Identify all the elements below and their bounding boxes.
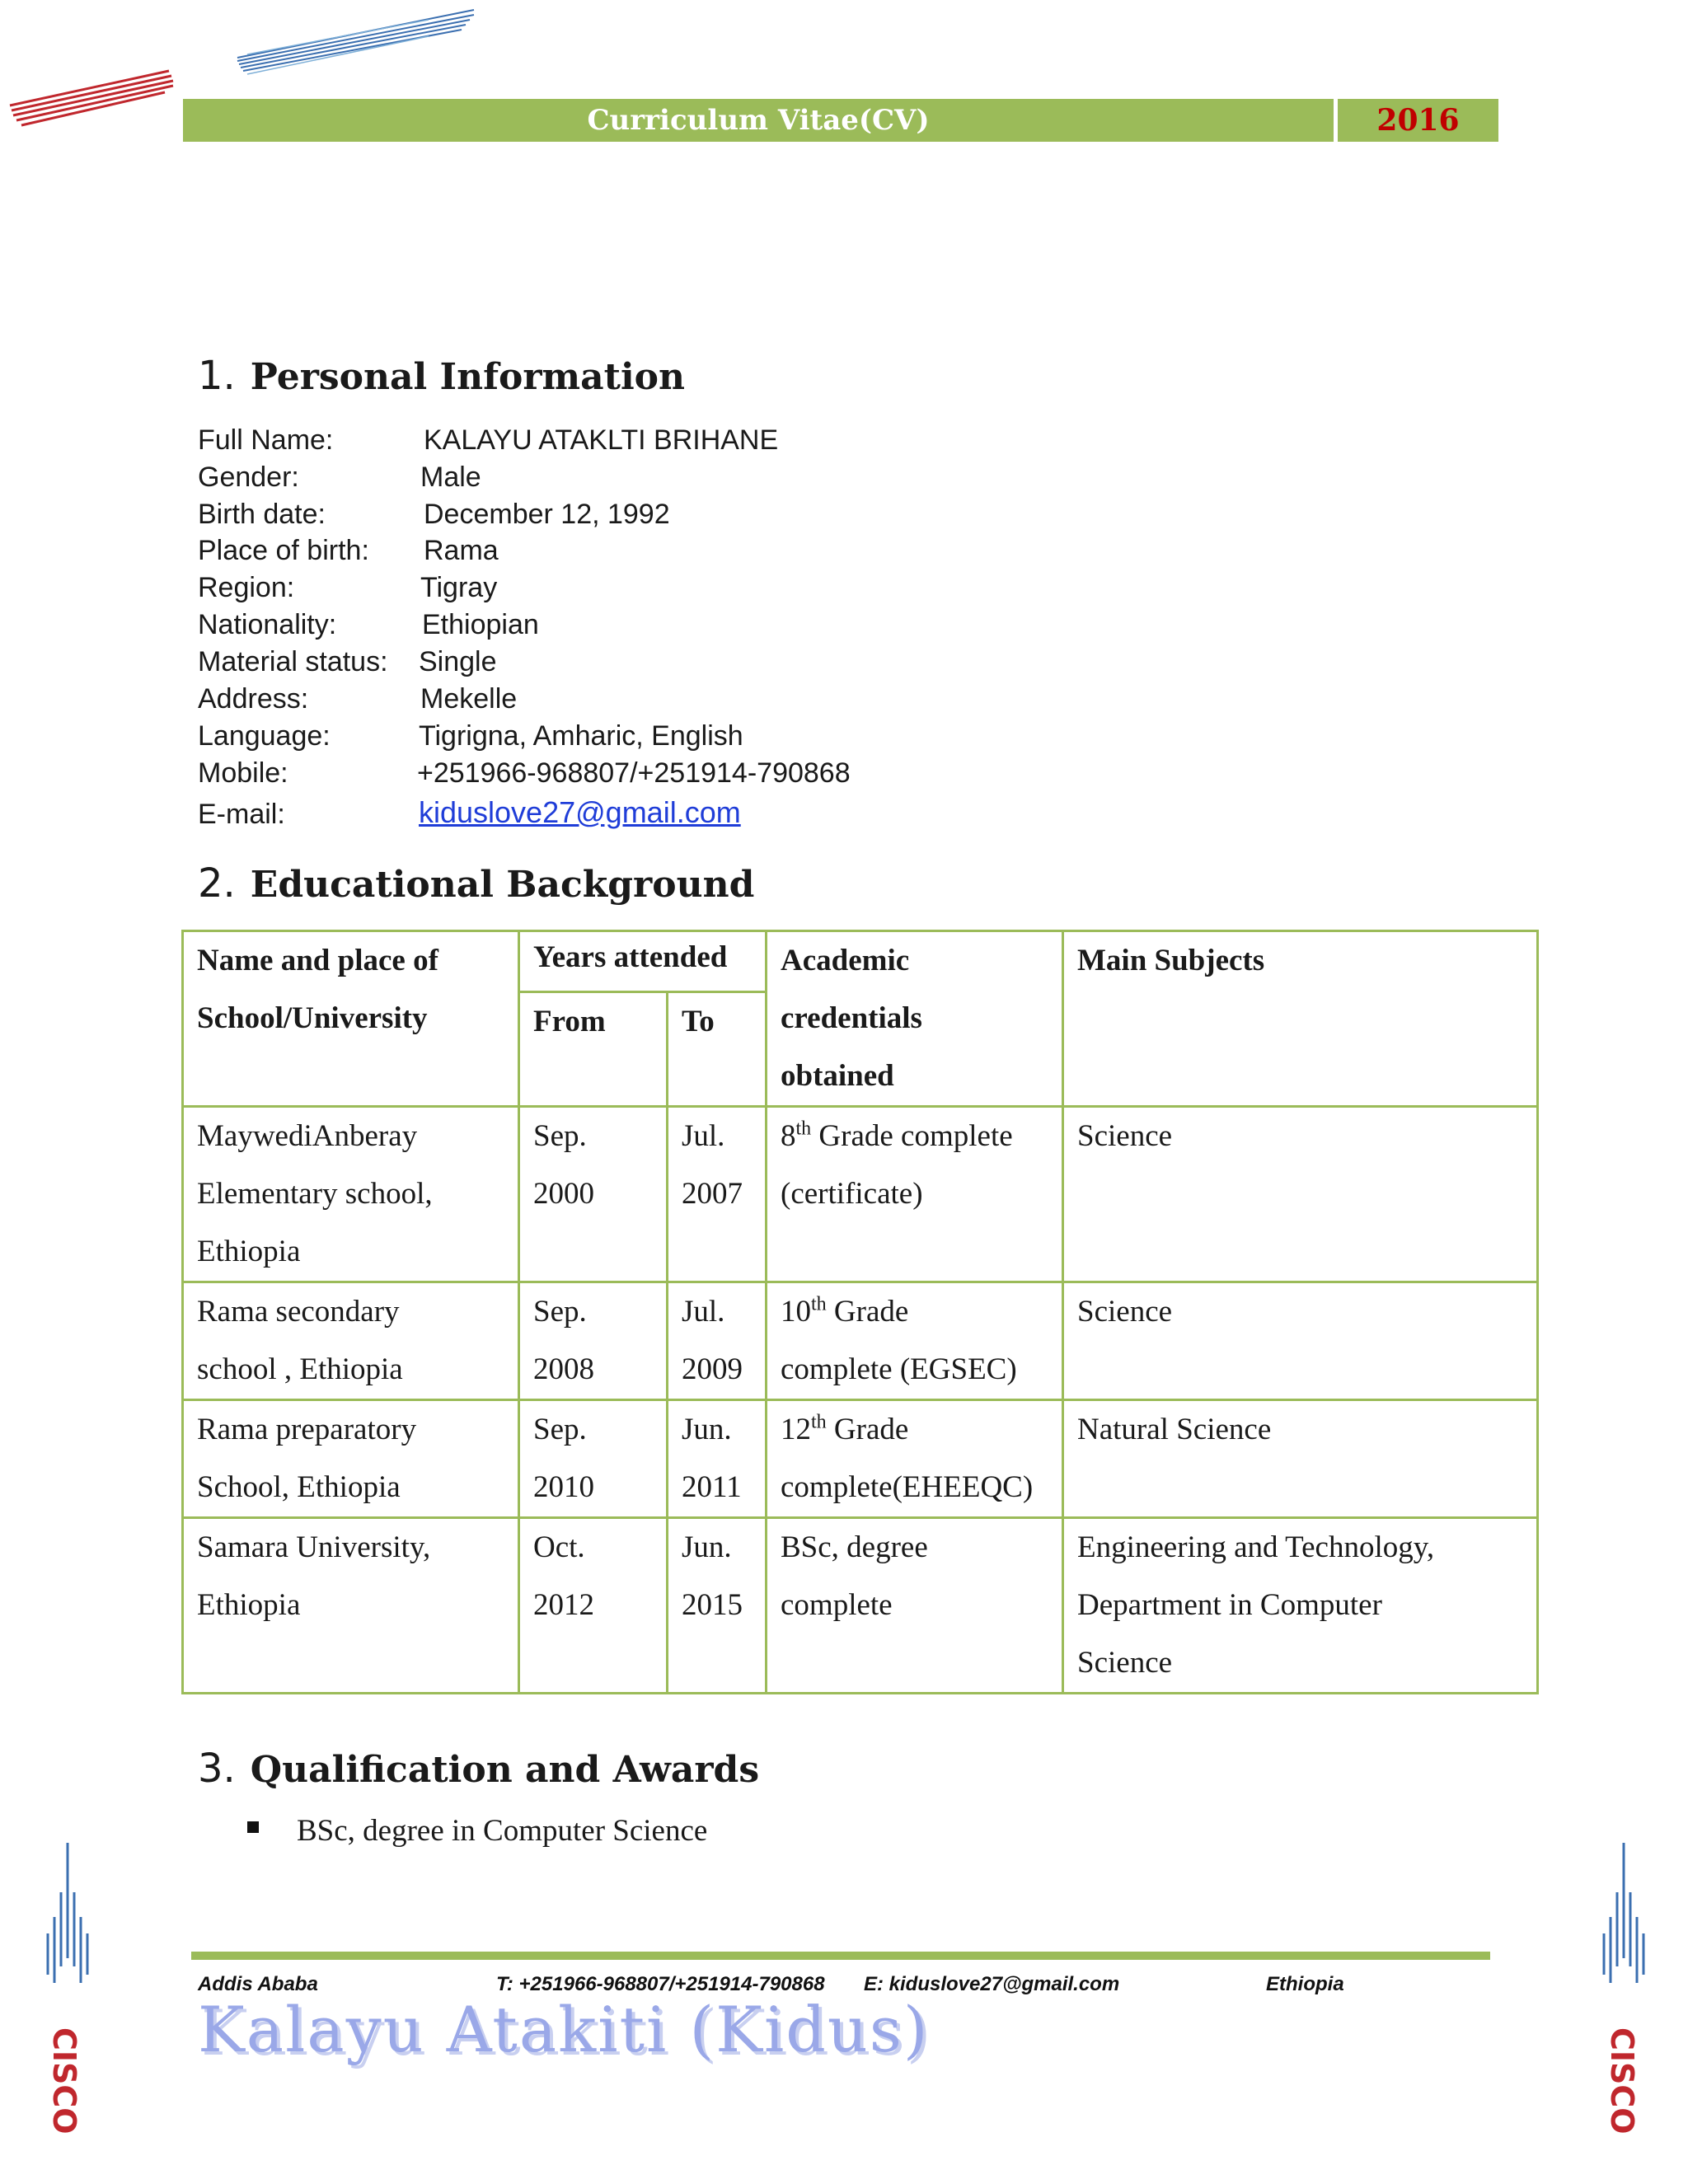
cell-credential: [767, 1282, 1063, 1400]
section-number: 1.: [198, 353, 236, 399]
cell-credential: [767, 1518, 1063, 1694]
to-year: 2011: [682, 1470, 742, 1504]
table-row: [183, 1518, 1538, 1694]
header-credentials-line: credentials: [781, 1001, 922, 1035]
label-address: Address:: [198, 683, 309, 715]
label-mobile: Mobile:: [198, 757, 288, 789]
cell-credential: [767, 1400, 1063, 1518]
label-nationality: Nationality:: [198, 609, 337, 640]
school-line: Ethiopia: [197, 1588, 301, 1622]
school-line: Elementary school,: [197, 1177, 433, 1211]
school-line: Rama secondary: [197, 1295, 400, 1329]
grade-suffix: th: [811, 1293, 827, 1315]
table-row: [183, 1282, 1538, 1400]
header-credentials: [767, 931, 1063, 1107]
school-line: Rama preparatory: [197, 1413, 417, 1446]
value-address: Mekelle: [420, 683, 518, 715]
from-year: 2012: [533, 1588, 594, 1622]
cell-from: [519, 1107, 668, 1282]
document-title: Curriculum Vitae(CV): [587, 104, 930, 137]
cell-credential: [767, 1107, 1063, 1282]
header-to: To: [668, 992, 767, 1107]
value-mobile: +251966-968807/+251914-790868: [417, 757, 851, 789]
subject-line: Engineering and Technology,: [1077, 1530, 1435, 1564]
table-row: [183, 1400, 1538, 1518]
subject-line: Science: [1077, 1295, 1173, 1329]
header-school-line: Name and place of: [197, 944, 438, 977]
document-year: 2016: [1376, 103, 1460, 138]
grade-suffix: th: [811, 1411, 827, 1433]
section-title: Educational Background: [250, 864, 755, 906]
grade-suffix: th: [795, 1118, 812, 1140]
value-place-of-birth: Rama: [424, 535, 499, 566]
qualification-item: BSc, degree in Computer Science: [297, 1814, 708, 1848]
cell-to: [668, 1400, 767, 1518]
credential-line: [781, 1283, 1048, 1341]
section-title: Qualification and Awards: [250, 1749, 760, 1791]
to-year: 2015: [682, 1588, 743, 1622]
school-line: Ethiopia: [197, 1235, 301, 1268]
header-credentials-line: obtained: [781, 1059, 894, 1093]
section-title: Personal Information: [250, 356, 686, 398]
value-marital-status: Single: [419, 646, 497, 677]
credential-line: BSc, degree: [781, 1530, 928, 1564]
section-heading-personal: [198, 353, 685, 399]
cell-to: [668, 1107, 767, 1282]
cell-subjects: [1063, 1282, 1538, 1400]
cell-school: [183, 1107, 519, 1282]
label-marital-status: Material status:: [198, 646, 388, 677]
to-month: Jun.: [682, 1413, 732, 1446]
subject-line: Natural Science: [1077, 1413, 1272, 1446]
table-row: [183, 1107, 1538, 1282]
education-table: [181, 930, 1539, 1694]
school-line: Samara University,: [197, 1530, 431, 1564]
from-month: Sep.: [533, 1413, 587, 1446]
label-birth-date: Birth date:: [198, 499, 326, 530]
cell-from: [519, 1282, 668, 1400]
cisco-logo-text-left: CISCO: [46, 2027, 82, 2135]
credential-line: complete (EGSEC): [781, 1352, 1017, 1386]
cell-subjects: [1063, 1518, 1538, 1694]
table-header-row: [183, 931, 1538, 992]
from-month: Oct.: [533, 1530, 585, 1564]
to-month: Jul.: [682, 1119, 725, 1153]
label-language: Language:: [198, 720, 331, 752]
header-bar: [183, 99, 1498, 142]
square-bullet-icon: [247, 1821, 259, 1833]
footer-phone: T: +251966-968807/+251914-790868: [496, 1973, 825, 1995]
from-year: 2008: [533, 1352, 594, 1386]
cell-school: [183, 1400, 519, 1518]
label-email: E-mail:: [198, 799, 285, 830]
cell-from: [519, 1518, 668, 1694]
signature-logo: Kalayu Atakiti (Kidus): [198, 1993, 930, 2066]
header-school: [183, 931, 519, 1107]
section-heading-qualification: [198, 1746, 759, 1792]
header-years-attended: Years attended: [519, 931, 767, 992]
credential-line: complete: [781, 1588, 893, 1622]
label-full-name: Full Name:: [198, 424, 334, 456]
cell-school: [183, 1518, 519, 1694]
credential-line: (certificate): [781, 1177, 923, 1211]
value-full-name: KALAYU ATAKLTI BRIHANE: [424, 424, 779, 456]
label-place-of-birth: Place of birth:: [198, 535, 369, 566]
subject-line: Department in Computer: [1077, 1588, 1382, 1622]
label-region: Region:: [198, 572, 295, 603]
to-year: 2007: [682, 1177, 743, 1211]
school-line: MaywediAnberay: [197, 1119, 418, 1153]
cell-school: [183, 1282, 519, 1400]
from-month: Sep.: [533, 1295, 587, 1329]
label-gender: Gender:: [198, 462, 299, 493]
to-month: Jun.: [682, 1530, 732, 1564]
subject-line: Science: [1077, 1119, 1173, 1153]
value-nationality: Ethiopian: [422, 609, 539, 640]
credential-line: [781, 1401, 1048, 1459]
cisco-logo-text-right: CISCO: [1604, 2027, 1640, 2135]
to-month: Jul.: [682, 1295, 725, 1329]
from-year: 2000: [533, 1177, 594, 1211]
header-subjects: Main Subjects: [1063, 931, 1538, 1107]
cell-from: [519, 1400, 668, 1518]
value-birth-date: December 12, 1992: [424, 499, 670, 530]
credential-line: [781, 1108, 1048, 1165]
value-region: Tigray: [420, 572, 498, 603]
grade-number: 10: [781, 1295, 811, 1329]
cell-to: [668, 1282, 767, 1400]
cell-subjects: [1063, 1107, 1538, 1282]
email-link[interactable]: kiduslove27@gmail.com: [419, 795, 741, 829]
credential-line: complete(EHEEQC): [781, 1470, 1034, 1504]
header-credentials-line: Academic: [781, 944, 910, 977]
grade-number: 12: [781, 1413, 811, 1446]
value-gender: Male: [420, 462, 481, 493]
section-number: 3.: [198, 1746, 236, 1792]
subject-line: Science: [1077, 1646, 1173, 1680]
cell-to: [668, 1518, 767, 1694]
to-year: 2009: [682, 1352, 743, 1386]
credential-text: Grade complete: [811, 1119, 1013, 1153]
credential-text: Grade: [826, 1413, 909, 1446]
header-school-line: School/University: [197, 1001, 428, 1035]
footer-email: E: kiduslove27@gmail.com: [864, 1973, 1120, 1995]
from-year: 2010: [533, 1470, 594, 1504]
credential-text: Grade: [826, 1295, 909, 1329]
footer-city: Addis Ababa: [198, 1973, 318, 1995]
footer-country: Ethiopia: [1266, 1973, 1344, 1995]
grade-number: 8: [781, 1119, 796, 1153]
footer-rule: [191, 1952, 1490, 1960]
section-heading-education: [198, 860, 754, 907]
school-line: school , Ethiopia: [197, 1352, 403, 1386]
header-from: From: [519, 992, 668, 1107]
from-month: Sep.: [533, 1119, 587, 1153]
school-line: School, Ethiopia: [197, 1470, 401, 1504]
value-language: Tigrigna, Amharic, English: [419, 720, 743, 752]
cell-subjects: [1063, 1400, 1538, 1518]
section-number: 2.: [198, 860, 236, 907]
